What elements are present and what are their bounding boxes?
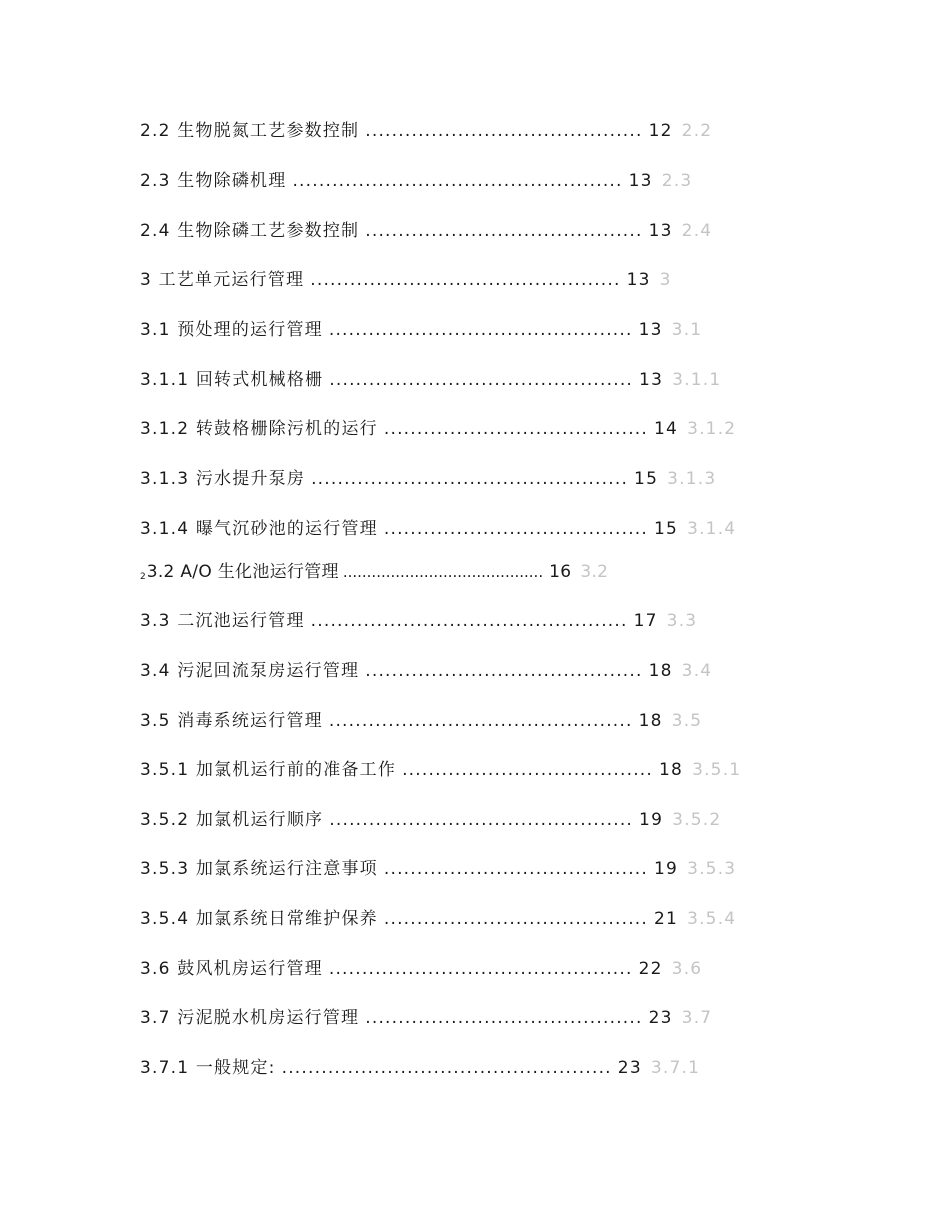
toc-entry-label: 3.2 A/O 生化池运行管理: [146, 562, 339, 582]
toc-entry-page-number: 23: [648, 1008, 673, 1028]
toc-entry-page-number: 13: [628, 171, 653, 191]
toc-entry-label: 3.5 消毒系统运行管理: [140, 711, 323, 731]
toc-entry-page-number: 14: [654, 419, 679, 439]
toc-entry-leader: ..........................................: [365, 1008, 643, 1028]
toc-entry-page-number: 19: [639, 810, 664, 830]
toc-entry-leader: ...............................................: [310, 270, 621, 290]
toc-entry-leader: ........................................: [383, 519, 649, 539]
toc-entry-reference: 2.4: [681, 221, 713, 241]
toc-entry-leader: ................................................: [310, 611, 628, 631]
toc-entry-leader: ......................................: [402, 760, 654, 780]
toc-entry-leader: ........................................: [383, 419, 649, 439]
toc-entry-leader: ................................................: [311, 469, 629, 489]
toc-entry-reference: 3.3: [666, 611, 698, 631]
toc-entry-reference: 3.4: [681, 661, 713, 681]
toc-entry-reference: 3.5.4: [687, 909, 737, 929]
toc-entry-page-number: 13: [638, 320, 663, 340]
toc-entry-label: 3.1.3 污水提升泵房: [140, 469, 306, 489]
toc-entry-reference: 3.1.1: [672, 370, 722, 390]
toc-entry-leader: ..................................................: [292, 171, 623, 191]
toc-entry-reference: 3.7.1: [650, 1058, 701, 1078]
toc-entry-reference: 3.7: [681, 1008, 713, 1028]
toc-entry-page-number: 16: [549, 562, 572, 582]
toc-entry-page-number: 17: [633, 611, 658, 631]
toc-entry-page-number: 13: [648, 221, 673, 241]
toc-entry[interactable]: [140, 121, 712, 141]
toc-entry[interactable]: [140, 370, 721, 390]
toc-entry-leader: ..............................................: [328, 711, 633, 731]
toc-entry[interactable]: [140, 270, 672, 290]
toc-entry-reference: 3: [659, 270, 672, 290]
toc-entry[interactable]: [140, 221, 712, 241]
toc-entry-page-number: 18: [659, 760, 684, 780]
toc-entry-label: 2.2 生物脱氮工艺参数控制: [140, 121, 360, 141]
toc-entry-label: 3.1 预处理的运行管理: [140, 320, 323, 340]
toc-entry-leader: ..........................................: [365, 661, 643, 681]
toc-entry-page-number: 13: [639, 370, 664, 390]
toc-entry-page-number: 22: [638, 959, 663, 979]
toc-entry[interactable]: [140, 859, 736, 879]
toc-entry-label: 3.7.1 一般规定:: [140, 1058, 276, 1078]
toc-entry-leader: ..........................................: [365, 221, 643, 241]
toc-entry-label: 3.6 鼓风机房运行管理: [140, 959, 323, 979]
toc-entry[interactable]: [140, 562, 608, 587]
toc-entry-page-number: 12: [648, 121, 673, 141]
toc-entry[interactable]: [140, 171, 692, 191]
toc-entry-label: 3.7 污泥脱水机房运行管理: [140, 1008, 360, 1028]
toc-entry-leader: ........................................: [383, 859, 649, 879]
toc-entry-page-number: 13: [626, 270, 651, 290]
toc-entry-leader: ..............................................: [329, 370, 634, 390]
toc-entry-reference: 3.5.1: [692, 760, 742, 780]
toc-entry-leader: ..............................................: [328, 320, 633, 340]
toc-entry-leader: ..................................................: [281, 1058, 612, 1078]
toc-entry-reference: 3.5: [671, 711, 703, 731]
toc-entry-page-number: 15: [654, 519, 679, 539]
toc-entry[interactable]: [140, 1058, 700, 1078]
toc-entry-reference: 3.5.3: [687, 859, 737, 879]
toc-entry-page-number: 23: [617, 1058, 642, 1078]
toc-entry-page-number: 18: [648, 661, 673, 681]
toc-entry-label: 3.3 二沉池运行管理: [140, 611, 305, 631]
toc-entry[interactable]: [140, 661, 712, 681]
toc-entry-label: 3 工艺单元运行管理: [140, 270, 305, 290]
toc-entry-label: 3.1.2 转鼓格栅除污机的运行: [140, 419, 378, 439]
toc-entry-page-number: 19: [654, 859, 679, 879]
toc-entry[interactable]: [140, 469, 716, 489]
toc-entry-reference: 2.2: [681, 121, 713, 141]
toc-entry-label: 3.4 污泥回流泵房运行管理: [140, 661, 360, 681]
toc-entry-label: 3.1.4 曝气沉砂池的运行管理: [140, 519, 378, 539]
toc-entry-reference: 3.1.2: [687, 419, 737, 439]
toc-entry-leader: ........................................: [383, 909, 649, 929]
toc-entry-label: 3.1.1 回转式机械格栅: [140, 370, 324, 390]
toc-entry[interactable]: [140, 519, 736, 539]
toc-entry-reference: 3.5.2: [672, 810, 722, 830]
toc-entry[interactable]: [140, 810, 721, 830]
toc-entry[interactable]: [140, 909, 736, 929]
toc-entry-label: 3.5.2 加氯机运行顺序: [140, 810, 324, 830]
toc-entry-label: 3.5.3 加氯系统运行注意事项: [140, 859, 378, 879]
toc-entry-leader: ..............................................: [329, 810, 634, 830]
toc-entry[interactable]: [140, 1008, 712, 1028]
toc-entry-label: 2.4 生物除磷工艺参数控制: [140, 221, 360, 241]
toc-entry-label: 3.5.1 加氯机运行前的准备工作: [140, 760, 397, 780]
toc-entry-page-number: 15: [634, 469, 659, 489]
toc-entry-reference: 3.6: [671, 959, 703, 979]
toc-entry[interactable]: [140, 760, 741, 780]
toc-entry-reference: 3.1.4: [687, 519, 737, 539]
toc-entry-label: 3.5.4 加氯系统日常维护保养: [140, 909, 378, 929]
toc-entry-reference: 3.2: [580, 562, 609, 582]
toc-entry-label: 2.3 生物除磷机理: [140, 171, 287, 191]
toc-entry[interactable]: [140, 959, 702, 979]
toc-entry[interactable]: [140, 611, 697, 631]
toc-entry-prefix: 2: [140, 572, 146, 582]
toc-entry-page-number: 21: [654, 909, 679, 929]
toc-entry-reference: 3.1.3: [667, 469, 717, 489]
toc-entry[interactable]: [140, 320, 702, 340]
toc-entry-reference: 3.1: [671, 320, 703, 340]
toc-entry-page-number: 18: [638, 711, 663, 731]
toc-entry[interactable]: [140, 419, 736, 439]
toc-entry-leader: ..........................................: [365, 121, 643, 141]
toc-entry-reference: 2.3: [661, 171, 693, 191]
toc-entry[interactable]: [140, 711, 702, 731]
toc-entry-leader: ..............................................: [328, 959, 633, 979]
toc-entry-leader: ..........................................: [342, 563, 544, 581]
